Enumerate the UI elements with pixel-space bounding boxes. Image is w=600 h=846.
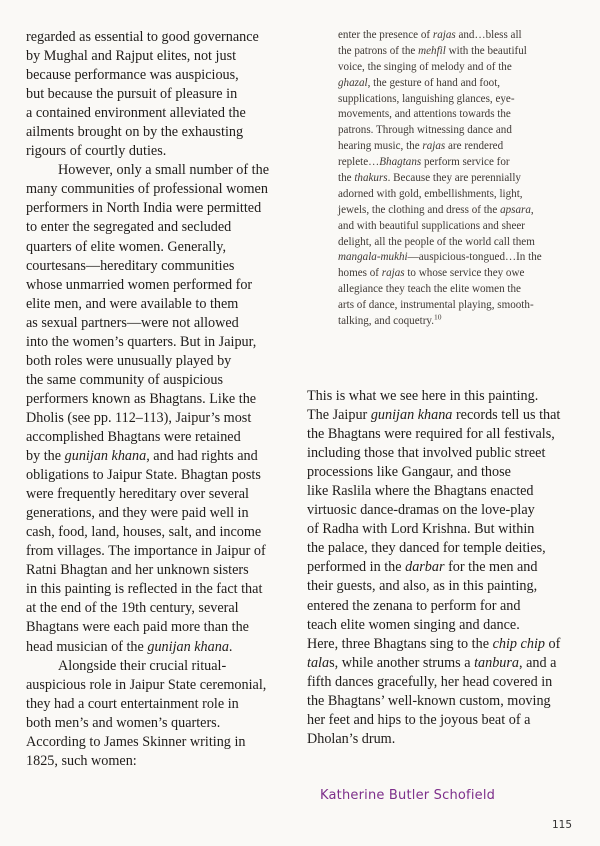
text-run: as sexual partners—were not allowed xyxy=(26,314,239,331)
text-line xyxy=(26,85,269,104)
text-run: Dholis (see pp. 112–113), Jaipur’s most xyxy=(26,409,252,426)
text-line xyxy=(307,235,542,251)
text-run: both men’s and women’s quarters. xyxy=(26,714,221,731)
text-run: replete… xyxy=(338,156,380,169)
italic-term: thakurs xyxy=(354,172,388,185)
text-run: into the women’s quarters. But in Jaipur, xyxy=(26,333,257,350)
text-run: The Jaipur xyxy=(307,407,371,424)
text-line xyxy=(307,425,560,444)
text-line xyxy=(26,523,269,542)
text-line xyxy=(307,282,542,298)
text-run: the palace, they danced for temple deities, xyxy=(307,540,546,557)
text-run: both roles were unusually played by xyxy=(26,352,232,369)
text-line xyxy=(307,406,560,425)
text-line xyxy=(307,444,560,463)
text-line xyxy=(26,142,269,161)
text-run: from villages. The importance in Jaipur of xyxy=(26,543,266,560)
text-run: jewels, the clothing and dress of the xyxy=(338,203,501,216)
right-body-text xyxy=(307,387,560,749)
text-run: However, only a small number of the xyxy=(58,162,270,179)
text-run: entered the zenana to perform for and xyxy=(307,597,521,614)
text-run: performers in North India were permitted xyxy=(26,200,262,217)
text-run: head musician of the xyxy=(26,638,148,655)
text-run: a contained environment alleviated the xyxy=(26,105,246,122)
text-line xyxy=(307,482,560,501)
text-run: obligations to Jaipur State. Bhagtan posts xyxy=(26,467,261,484)
text-run: with the beautiful xyxy=(445,44,527,57)
text-line xyxy=(307,654,560,673)
text-run: but because the pursuit of pleasure in xyxy=(26,86,238,103)
text-run: arts of dance, instrumental playing, smooth- xyxy=(338,299,534,312)
text-run: the same community of auspicious xyxy=(26,371,224,388)
text-line xyxy=(307,187,542,203)
text-run: in this painting is reflected in the fact that xyxy=(26,581,263,598)
text-line xyxy=(307,635,560,654)
text-run: allegiance they teach the elite women the xyxy=(338,283,521,296)
text-line xyxy=(26,238,269,257)
text-run: quarters of elite women. Generally, xyxy=(26,238,226,255)
italic-term: tala xyxy=(307,654,330,671)
text-run: Ratni Bhagtan and her unknown sisters xyxy=(26,562,249,579)
text-line xyxy=(307,539,560,558)
text-run: This is what we see here in this painting. xyxy=(307,388,539,404)
text-run: courtesans—hereditary communities xyxy=(26,257,235,274)
text-line xyxy=(26,352,269,371)
page-number: 115 xyxy=(552,819,573,831)
text-run: perform service for xyxy=(421,156,510,169)
text-run: her feet and hips to the joyous beat of a xyxy=(307,711,531,728)
text-line xyxy=(26,542,269,561)
text-run: to whose service they owe xyxy=(404,267,525,280)
text-run: accomplished Bhagtans were retained xyxy=(26,428,241,445)
text-line xyxy=(26,47,269,66)
text-run: the Bhagtans’ well-known custom, moving xyxy=(307,692,551,709)
text-line xyxy=(26,409,269,428)
text-run: they had a court entertainment role in xyxy=(26,695,239,712)
text-line xyxy=(307,558,560,577)
text-run: elite men, and were available to them xyxy=(26,295,239,312)
text-line xyxy=(307,139,542,155)
text-line xyxy=(26,485,269,504)
text-line xyxy=(307,123,542,139)
italic-term: tanbura xyxy=(474,654,520,671)
text-run: , the gesture of hand and foot, xyxy=(367,76,501,89)
text-run: voice, the singing of melody and of the xyxy=(338,60,512,73)
italic-term: chip chip xyxy=(492,635,545,652)
text-line xyxy=(307,314,542,330)
text-run: ailments brought on by the exhausting xyxy=(26,124,244,141)
text-line xyxy=(307,387,560,406)
text-run: generations, and they were paid well in xyxy=(26,505,249,522)
text-run: regarded as essential to good governance xyxy=(26,29,259,45)
italic-term: mangala-mukhi xyxy=(338,251,408,264)
text-line xyxy=(307,463,560,482)
text-run: supplications, languishing glances, eye- xyxy=(338,92,515,105)
text-run: According to James Skinner writing in xyxy=(26,733,246,750)
text-line xyxy=(26,199,269,218)
block-quote xyxy=(307,28,542,330)
text-line xyxy=(26,561,269,580)
italic-term: gunijan khana xyxy=(147,638,229,655)
text-line xyxy=(26,618,269,637)
text-line xyxy=(26,276,269,295)
text-line xyxy=(307,250,542,266)
text-line xyxy=(26,104,269,123)
text-line xyxy=(307,92,542,108)
italic-term: mehfil xyxy=(418,44,446,57)
text-line xyxy=(26,28,269,47)
text-line xyxy=(307,60,542,76)
text-run: because performance was auspicious, xyxy=(26,67,239,84)
text-run: patrons. Through witnessing dance and xyxy=(338,124,512,137)
text-run: performers known as Bhagtans. Like the xyxy=(26,390,257,407)
text-line xyxy=(26,314,269,333)
text-line xyxy=(26,66,269,85)
text-line xyxy=(26,257,269,276)
text-run: 1825, such women: xyxy=(26,752,137,769)
text-run: . xyxy=(228,638,233,655)
text-line xyxy=(26,295,269,314)
text-run: auspicious role in Jaipur State ceremonial, xyxy=(26,676,267,693)
text-line xyxy=(307,673,560,692)
text-line xyxy=(26,371,269,390)
italic-term: rajas xyxy=(432,29,456,41)
text-line xyxy=(26,714,269,733)
text-run: the Bhagtans were required for all festivals, xyxy=(307,426,555,443)
text-run: , and a xyxy=(519,654,557,671)
text-line xyxy=(307,501,560,520)
text-run: whose unmarried women performed for xyxy=(26,276,253,293)
text-run: delight, all the people of the world call them xyxy=(338,235,535,248)
text-run: homes of xyxy=(338,267,382,280)
text-line xyxy=(26,676,269,695)
text-run: of Radha with Lord Krishna. But within xyxy=(307,521,535,538)
text-line xyxy=(307,266,542,282)
italic-term: apsara xyxy=(500,203,531,216)
text-line xyxy=(307,730,560,749)
text-line xyxy=(307,107,542,123)
text-line xyxy=(26,447,269,466)
text-run: talking, and coquetry. xyxy=(338,315,435,328)
text-run: adorned with gold, embellishments, light, xyxy=(338,187,523,200)
text-line xyxy=(26,504,269,523)
text-run: , and had rights and xyxy=(146,448,258,465)
text-run: by the xyxy=(26,448,65,465)
text-run: teach elite women singing and dance. xyxy=(307,616,520,633)
text-run: including those that involved public street xyxy=(307,445,546,462)
text-line xyxy=(26,218,269,237)
text-run: records tell us that xyxy=(452,407,561,424)
text-run: rigours of courtly duties. xyxy=(26,143,167,160)
text-run: like Raslila where the Bhagtans enacted xyxy=(307,483,534,500)
text-line xyxy=(26,657,269,676)
text-line xyxy=(26,161,269,180)
text-run: . Because they are perennially xyxy=(387,172,521,185)
text-line xyxy=(26,752,269,771)
text-run: by Mughal and Rajput elites, not just xyxy=(26,48,237,65)
text-line xyxy=(307,171,542,187)
italic-term: gunijan khana xyxy=(64,448,147,465)
text-line xyxy=(26,390,269,409)
text-line xyxy=(307,76,542,92)
text-run: Alongside their crucial ritual- xyxy=(58,657,227,674)
footnote-ref: 10 xyxy=(434,312,442,322)
text-line xyxy=(26,733,269,752)
text-run: their guests, and also, as in this painting, xyxy=(307,578,538,595)
text-line xyxy=(307,711,560,730)
text-line xyxy=(307,203,542,219)
text-run: many communities of professional women xyxy=(26,181,268,198)
italic-term: rajas xyxy=(381,267,405,280)
left-body-text xyxy=(26,28,269,771)
text-run: were frequently hereditary over several xyxy=(26,486,249,503)
text-run: are rendered xyxy=(445,140,504,153)
text-line xyxy=(26,580,269,599)
text-line xyxy=(307,616,560,635)
text-run: to enter the segregated and secluded xyxy=(26,219,232,236)
text-line xyxy=(307,597,560,616)
italic-term: Bhagtans xyxy=(379,156,422,169)
text-run: processions like Gangaur, and those xyxy=(307,464,511,481)
text-line xyxy=(307,219,542,235)
text-run: for the men and xyxy=(444,559,538,576)
text-run: at the end of the 19th century, several xyxy=(26,600,239,617)
text-run: —auspicious-tongued…In the xyxy=(407,251,542,264)
text-run: virtuosic dance-dramas on the love-play xyxy=(307,502,535,519)
text-run: Bhagtans were each paid more than the xyxy=(26,619,249,636)
text-line xyxy=(307,28,542,44)
text-line xyxy=(26,123,269,142)
text-run: Here, three Bhagtans sing to the xyxy=(307,635,493,652)
text-line xyxy=(26,466,269,485)
text-line xyxy=(307,692,560,711)
italic-term: darbar xyxy=(405,559,445,576)
text-line xyxy=(26,428,269,447)
text-line xyxy=(307,298,542,314)
text-line xyxy=(26,638,269,657)
text-run: of xyxy=(544,635,561,652)
text-run: performed in the xyxy=(307,559,406,576)
text-line xyxy=(26,333,269,352)
text-line xyxy=(307,520,560,539)
text-run: cash, food, land, houses, salt, and income xyxy=(26,524,262,541)
text-run: the xyxy=(338,172,355,185)
text-line xyxy=(26,695,269,714)
text-run: fifth dances gracefully, her head covered in xyxy=(307,673,553,690)
text-run: , xyxy=(530,203,534,216)
text-line xyxy=(26,180,269,199)
text-run: the patrons of the xyxy=(338,44,419,57)
text-line xyxy=(307,44,542,60)
text-run: enter the presence of xyxy=(338,29,433,41)
text-run: hearing music, the xyxy=(338,140,423,153)
text-run: and with beautiful supplications and sheer xyxy=(338,219,526,232)
text-run: s, while another strums a xyxy=(329,654,475,671)
text-line xyxy=(307,577,560,596)
text-run: and…bless all xyxy=(455,29,522,41)
text-run: movements, and attentions towards the xyxy=(338,108,511,121)
italic-term: rajas xyxy=(422,140,446,153)
text-run: Dholan’s drum. xyxy=(307,730,396,747)
author-credit: Katherine Butler Schofield xyxy=(320,788,496,803)
text-line xyxy=(26,599,269,618)
italic-term: gunijan khana xyxy=(370,407,453,424)
italic-term: ghazal xyxy=(338,76,368,89)
text-line xyxy=(307,155,542,171)
